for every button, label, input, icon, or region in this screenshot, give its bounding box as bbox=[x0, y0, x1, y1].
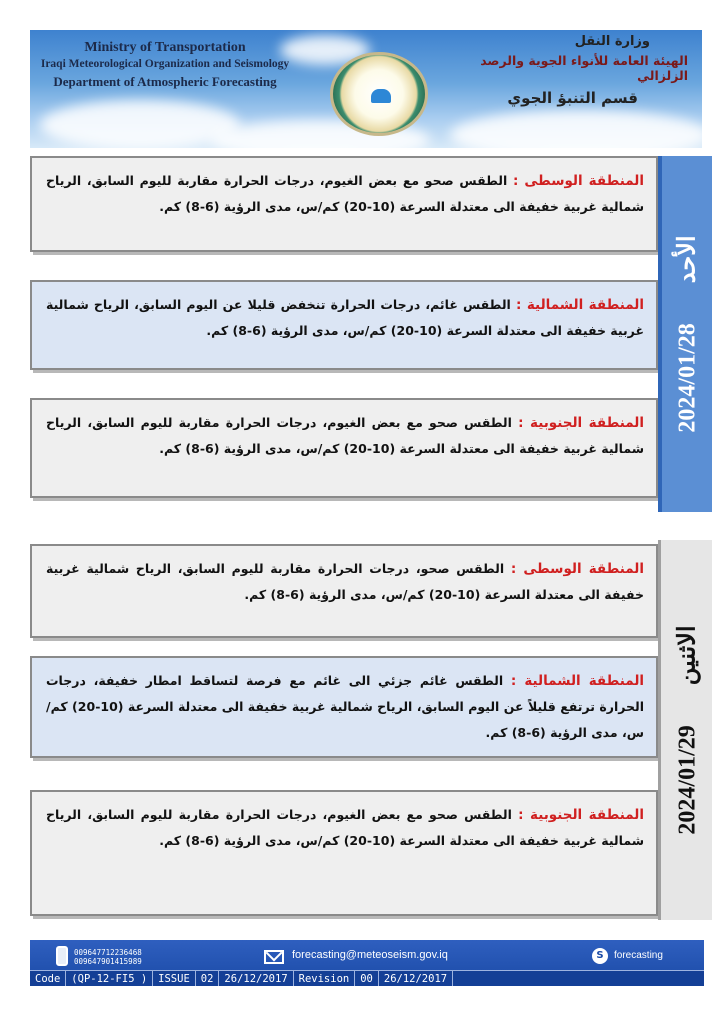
day-name: الاثنين bbox=[674, 625, 700, 686]
code-value: (QP-12-FI5 ) bbox=[66, 971, 153, 986]
department-name-ar: قسم التنبؤ الجوي bbox=[507, 89, 638, 107]
footer-bar bbox=[30, 940, 704, 986]
day-section-1 bbox=[30, 156, 712, 512]
department-name-en: Department of Atmospheric Forecasting bbox=[53, 74, 277, 89]
phone-number-2: 009647901415989 bbox=[74, 957, 142, 966]
day-name: الأحد bbox=[674, 235, 701, 284]
ministry-name-en: Ministry of Transportation bbox=[84, 40, 246, 55]
region-north-day2 bbox=[30, 656, 658, 758]
region-name: المنطقة الشمالية : bbox=[515, 297, 644, 313]
region-name: المنطقة الشمالية : bbox=[510, 673, 645, 689]
date-label bbox=[672, 625, 701, 834]
region-central-day2 bbox=[30, 544, 658, 638]
code-label: Code bbox=[30, 971, 66, 986]
region-forecast-text: الطقس صحو مع بعض الغيوم، درجات الحرارة مقاربة لليوم السابق، الرياح شمالية غربية خفيفة الى معتدلة السرعة (10-20) كم/س، مدى الرؤية (6-8) كم. bbox=[46, 807, 644, 848]
region-forecast-text: الطقس غائم، درجات الحرارة تنخفض قليلا عن اليوم السابق، الرياح شمالية غربية خفيفة الى معتدلة السرعة (10-20) كم/س، مدى الرؤية (6-8) كم. bbox=[46, 297, 644, 338]
email-link[interactable]: forecasting@meteoseism.gov.iq bbox=[292, 949, 448, 961]
skype-icon: S bbox=[592, 948, 608, 964]
cloud-emblem-icon bbox=[371, 89, 391, 103]
organization-name-ar: الهيئة العامة للأنواء الجوية والرصد الزلزالي bbox=[480, 53, 688, 83]
revision-label: Revision bbox=[294, 971, 356, 986]
region-name: المنطقة الجنوبية : bbox=[518, 415, 644, 431]
issue-label: ISSUE bbox=[153, 971, 196, 986]
skype-handle[interactable]: forecasting bbox=[614, 950, 663, 961]
region-forecast-text: الطقس صحو مع بعض الغيوم، درجات الحرارة مقاربة لليوم السابق، الرياح شمالية غربية خفيفة الى معتدلة السرعة (10-20) كم/س، مدى الرؤية (6-8) كم. bbox=[46, 173, 644, 214]
date-value: 2024/01/28 bbox=[674, 323, 701, 433]
header-banner bbox=[30, 30, 702, 148]
region-central-day1 bbox=[30, 156, 658, 252]
date-value: 2024/01/29 bbox=[674, 725, 700, 835]
ministry-name-ar: وزارة النقل bbox=[574, 34, 650, 49]
date-panel bbox=[658, 156, 712, 512]
region-name: المنطقة الوسطى : bbox=[510, 561, 645, 577]
region-south-day2 bbox=[30, 790, 658, 916]
date-panel bbox=[658, 540, 712, 920]
revision-number: 00 bbox=[355, 971, 379, 986]
region-name: المنطقة الوسطى : bbox=[512, 173, 644, 189]
issue-number: 02 bbox=[196, 971, 220, 986]
day-section-2 bbox=[30, 540, 712, 920]
header-arabic bbox=[438, 34, 688, 107]
organization-logo bbox=[330, 52, 428, 136]
region-name: المنطقة الجنوبية : bbox=[518, 807, 644, 823]
region-forecast-text: الطقس صحو، درجات الحرارة مقاربة لليوم السابق، الرياح شمالية غربية خفيفة الى معتدلة السرعة (10-20) كم/س، مدى الرؤية (6-8) كم. bbox=[46, 561, 644, 602]
region-forecast-text: الطقس صحو مع بعض الغيوم، درجات الحرارة مقاربة لليوم السابق، الرياح شمالية غربية خفيفة الى معتدلة السرعة (10-20) كم/س، مدى الرؤية (6-8) كم. bbox=[46, 415, 644, 456]
revision-date: 26/12/2017 bbox=[379, 971, 453, 986]
region-forecast-text: الطقس غائم جزئي الى غائم مع فرصة لتساقط امطار خفيفة، درجات الحرارة ترتفع قليلاً عن اليوم السابق، الرياح شمالية غربية خفيفة الى معتدلة السرعة (10-20) كم/س، مدى الرؤية (6-8) كم. bbox=[46, 673, 645, 740]
document-code-row bbox=[30, 970, 704, 986]
phone-icon bbox=[56, 946, 68, 966]
header-english bbox=[40, 40, 290, 90]
mail-icon bbox=[264, 950, 284, 964]
phone-numbers bbox=[74, 948, 142, 966]
date-label bbox=[673, 235, 702, 432]
region-north-day1 bbox=[30, 280, 658, 370]
phone-number-1: 009647712236468 bbox=[74, 948, 142, 957]
issue-date: 26/12/2017 bbox=[219, 971, 293, 986]
organization-name-en: Iraqi Meteorological Organization and Seismology bbox=[40, 58, 290, 70]
region-south-day1 bbox=[30, 398, 658, 498]
